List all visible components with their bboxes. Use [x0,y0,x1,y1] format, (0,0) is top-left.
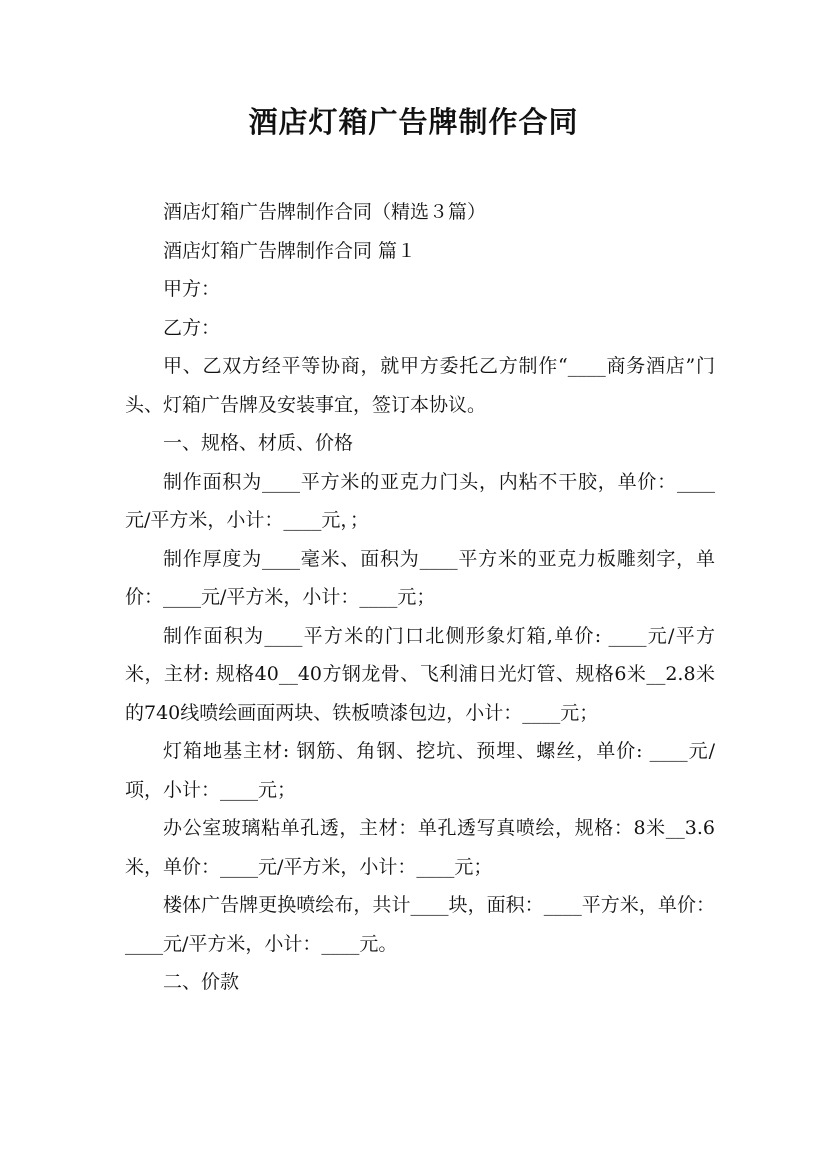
document-body [125,193,715,1002]
paragraph-heading-specs: 一、规格、材质、价格 [163,432,354,454]
paragraph-item-2: 制作厚度为____毫米、面积为____平方米的亚克力板雕刻字，单价：____元/平方米，小计：____元； [125,547,715,608]
paragraph-item-3: 制作面积为____平方米的门口北侧形象灯箱,单价: ____元/平方米，主材: 规格40__40方钢龙骨、飞利浦日光灯管、规格6米__2.8米的740线喷绘画面两块、铁板喷漆包边，小计：____元； [125,624,715,724]
paragraph-party-b: 乙方： [163,316,221,339]
document-title: 酒店灯箱广告牌制作合同 [248,105,579,139]
paragraph-section-heading: 酒店灯箱广告牌制作合同 篇１ [163,239,417,262]
paragraph-party-a: 甲方： [163,278,221,300]
paragraph-intro: 甲、乙双方经平等协商，就甲方委托乙方制作“____商务酒店”门头、灯箱广告牌及安装事宜，签订本协议。 [125,355,715,416]
paragraph-item-5: 办公室玻璃粘单孔透，主材：单孔透写真喷绘，规格：8米__3.6米，单价：____元/平方米，小计：____元； [125,817,715,878]
paragraph-subtitle: 酒店灯箱广告牌制作合同（精选３篇） [163,201,487,223]
paragraph-item-4: 灯箱地基主材: 钢筋、角钢、挖坑、预埋、螺丝，单价: ____元/项，小计：____元； [125,740,715,801]
paragraph-item-6: 楼体广告牌更换喷绘布，共计____块，面积：____平方米，单价：____元/平方米，小计：____元。 [125,894,715,955]
paragraph-item-1: 制作面积为____平方米的亚克力门头，内粘不干胶，单价：____元/平方米，小计：____元，； [125,470,715,531]
paragraph-heading-price: 二、价款 [163,971,240,993]
